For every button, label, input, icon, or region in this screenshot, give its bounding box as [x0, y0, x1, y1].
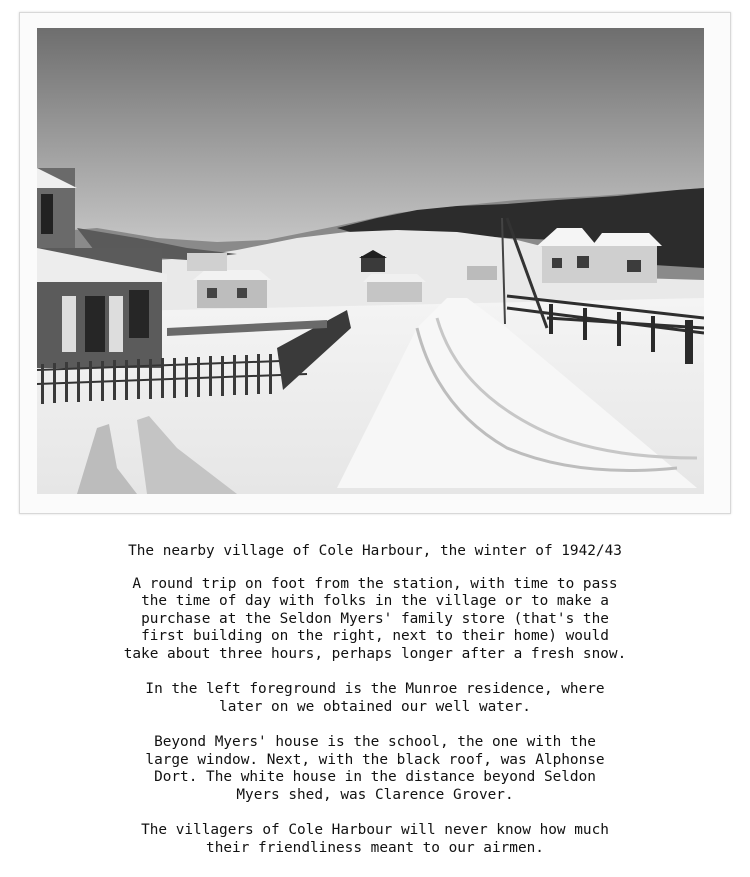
caption-paragraph: The villagers of Cole Harbour will never know how much their friendliness meant to our airmen. — [141, 822, 609, 856]
caption-paragraph: A round trip on foot from the station, with time to pass the time of day with folks in the village or to make a purchase at the Seldon Myers' family store (that's the first building on the right, next to their home) would take about three hours, perhaps longer after a fresh snow. — [123, 575, 627, 662]
caption-paragraph: In the left foreground is the Munroe residence, where later on we obtained our well water. — [145, 681, 605, 715]
photo-caption — [0, 543, 750, 875]
caption-paragraph: Beyond Myers' house is the school, the one with the large window. Next, with the black roof, was Alphonse Dort. The white house in the distance beyond Seldon Myers shed, was Clarence Grover. — [145, 734, 605, 803]
caption-title: The nearby village of Cole Harbour, the winter of 1942/43 — [128, 543, 622, 559]
village-winter-photo — [37, 28, 704, 494]
